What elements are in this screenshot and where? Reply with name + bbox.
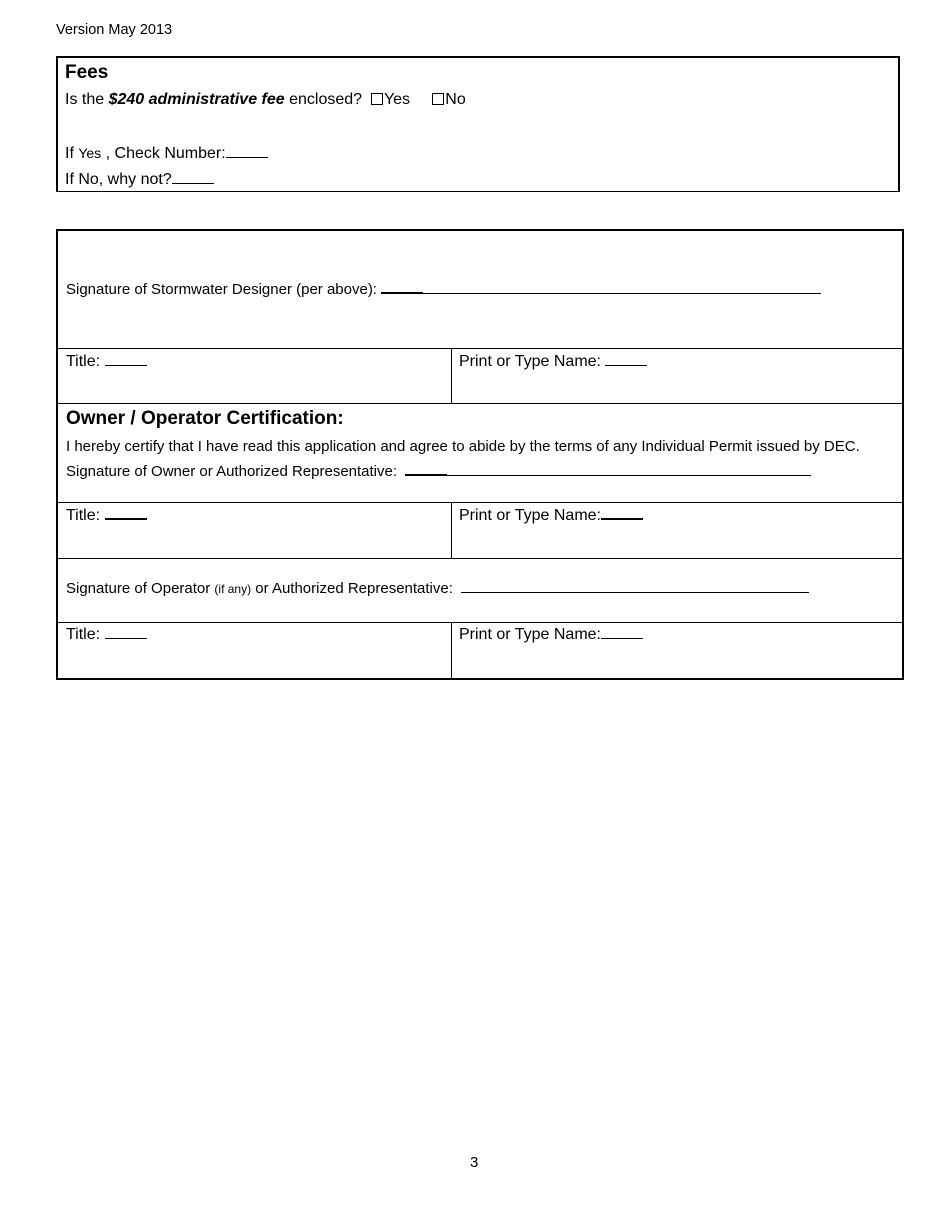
- check-yes-word: Yes: [78, 145, 102, 161]
- owner-title-cell: [58, 503, 452, 558]
- owner-statement: I hereby certify that I have read this application and agree to abide by the terms of any Individual Permit issued by DEC.: [66, 438, 860, 455]
- operator-title-label: Title:: [66, 626, 101, 643]
- designer-signature-row: [58, 231, 902, 349]
- owner-name-label: Print or Type Name:: [459, 507, 601, 524]
- designer-signature-field-ext[interactable]: [423, 281, 821, 294]
- check-prefix: If: [65, 145, 79, 162]
- fee-no-label: No: [445, 91, 466, 108]
- owner-section-title: Owner / Operator Certification:: [66, 408, 344, 429]
- designer-title-field[interactable]: [105, 352, 147, 366]
- owner-title-row: [58, 503, 902, 559]
- fee-question-prefix: Is the: [65, 91, 109, 108]
- designer-name-cell: [452, 349, 902, 403]
- fee-yes-checkbox[interactable]: [371, 93, 383, 105]
- operator-title-row: [58, 623, 902, 678]
- operator-title-line: [66, 625, 147, 644]
- check-number-field[interactable]: [226, 144, 268, 158]
- designer-name-line: [459, 352, 647, 371]
- owner-name-cell: [452, 503, 902, 558]
- operator-signature-small: (if any): [214, 582, 252, 596]
- operator-signature-suffix: or Authorized Representative:: [251, 580, 453, 597]
- designer-title-label: Title:: [66, 353, 101, 370]
- owner-certification-row: [58, 404, 902, 503]
- owner-signature-field-ext[interactable]: [447, 463, 811, 476]
- fees-title: Fees: [65, 62, 109, 83]
- operator-name-line: [459, 625, 643, 644]
- check-number-line: [65, 144, 268, 163]
- operator-signature-line: [66, 580, 809, 597]
- operator-name-cell: [452, 623, 902, 678]
- owner-title-field[interactable]: [105, 505, 147, 520]
- fee-amount-emphasis: $240 administrative fee: [108, 91, 285, 108]
- owner-signature-line: [66, 462, 811, 480]
- version-label: Version May 2013: [56, 22, 173, 38]
- fees-section: [56, 56, 900, 192]
- owner-signature-field[interactable]: [405, 462, 447, 476]
- operator-title-field[interactable]: [105, 625, 147, 639]
- check-suffix: , Check Number:: [101, 145, 226, 162]
- designer-title-line: [66, 352, 147, 371]
- why-not-field[interactable]: [172, 170, 214, 184]
- fee-question-suffix: enclosed?: [284, 91, 363, 108]
- owner-signature-label: Signature of Owner or Authorized Representative:: [66, 463, 398, 480]
- operator-name-label: Print or Type Name:: [459, 626, 601, 643]
- designer-name-label: Print or Type Name:: [459, 353, 601, 370]
- owner-name-line: [459, 505, 643, 525]
- operator-signature-field[interactable]: [461, 580, 503, 593]
- owner-title-line: [66, 505, 147, 525]
- signature-table: [56, 229, 904, 680]
- operator-signature-row: [58, 559, 902, 623]
- designer-signature-label: Signature of Stormwater Designer (per above):: [66, 281, 377, 298]
- fee-question: [65, 91, 466, 109]
- operator-name-field[interactable]: [601, 625, 643, 639]
- fee-yes-label: Yes: [383, 91, 411, 108]
- designer-title-row: [58, 349, 902, 404]
- why-not-line: [65, 170, 214, 189]
- why-not-label: If No, why not?: [65, 171, 172, 188]
- designer-title-cell: [58, 349, 452, 403]
- operator-signature-prefix: Signature of Operator: [66, 580, 215, 597]
- owner-title-label: Title:: [66, 507, 101, 524]
- owner-name-field[interactable]: [601, 505, 643, 520]
- designer-signature-line: [66, 280, 821, 298]
- operator-title-cell: [58, 623, 452, 678]
- fee-no-checkbox[interactable]: [432, 93, 444, 105]
- page-number: 3: [470, 1154, 479, 1171]
- operator-signature-field-ext[interactable]: [503, 580, 809, 593]
- designer-signature-field[interactable]: [381, 280, 423, 294]
- designer-name-field[interactable]: [605, 352, 647, 366]
